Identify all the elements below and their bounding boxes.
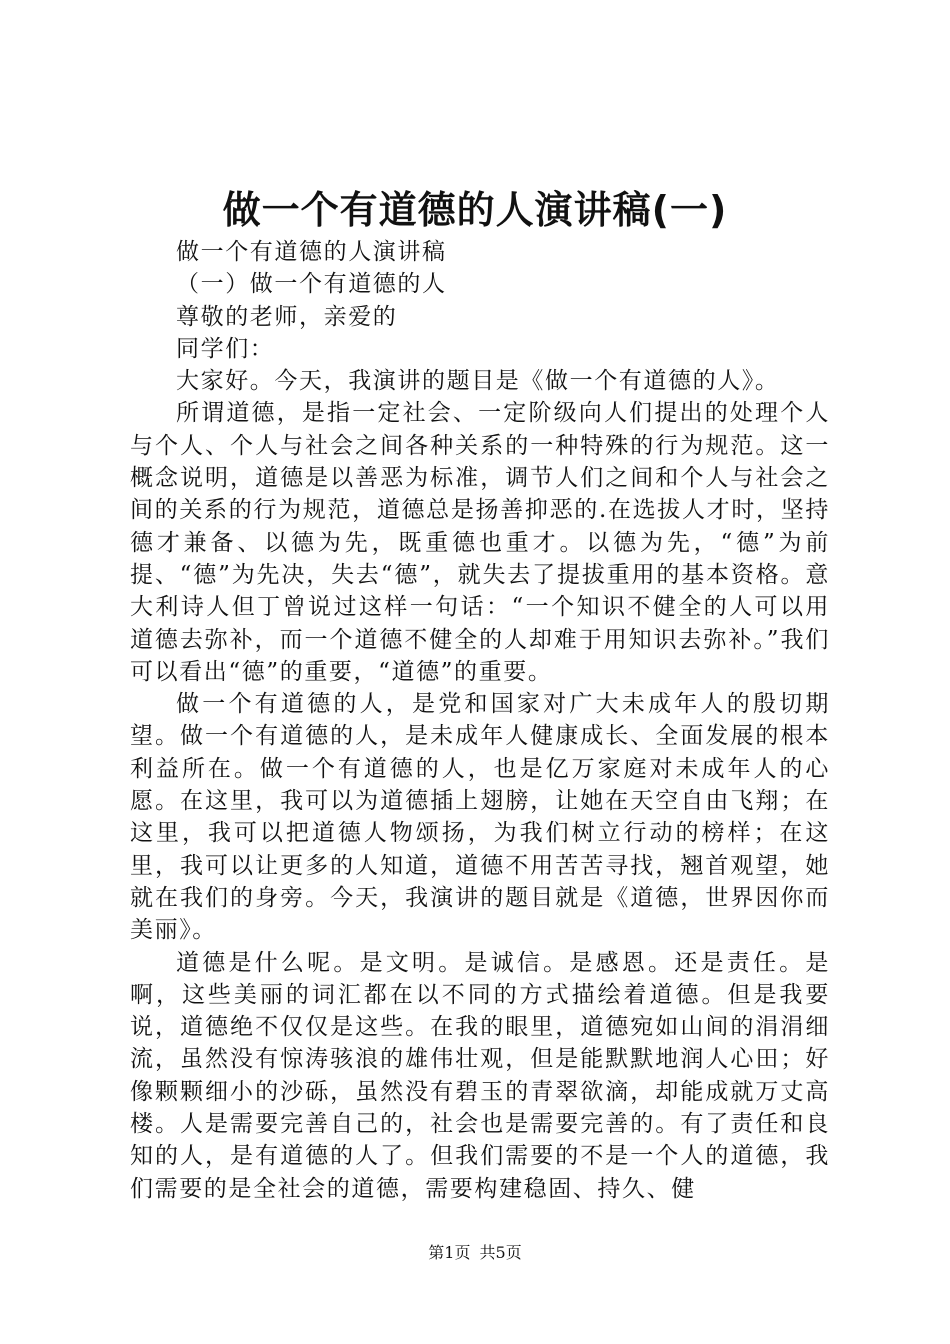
page-total: 共5页 xyxy=(479,1243,522,1262)
paragraph-salutation: 尊敬的老师，亲爱的 xyxy=(176,303,398,330)
paragraph-body: 道德是什么呢。是文明。是诚信。是感恩。还是责任。是啊，这些美丽的词汇都在以不同的方式描绘着道德。但是我要说，道德绝不仅仅是这些。在我的眼里，道德宛如山间的涓涓细流，虽然没有惊涛骇浪的雄伟壮观，但是能默默地润人心田；好像颗颗细小的沙砾，虽然没有碧玉的青翠欲滴，却能成就万丈高楼。人是需要完善自己的，社会也是需要完善的。有了责任和良知的人，是有道德的人了。但我们需要的不是一个人的道德，我们需要的是全社会的道德，需要构建稳固、持久、健 xyxy=(130,949,830,1202)
document-title: 做一个有道德的人演讲稿(一) xyxy=(222,188,728,232)
paragraph-greeting: 大家好。今天，我演讲的题目是《做一个有道德的人》。 xyxy=(176,368,780,395)
paragraph-body: 所谓道德，是指一定社会、一定阶级向人们提出的处理个人与个人、个人与社会之间各种关系的一种特殊的行为规范。这一概念说明，道德是以善恶为标准，调节人们之间和个人与社会之间的关系的行为规范，道德总是扬善抑恶的.在选拔人才时，坚持德才兼备、以德为先，既重德也重才。以德为先，“德”为前提、“德”为先决，失去“德”，就失去了提拔重用的基本资格。意大利诗人但丁曾说过这样一句话：“一个知识不健全的人可以用道德去弥补，而一个道德不健全的人却难于用知识去弥补。”我们可以看出“德”的重要，“道德”的重要。 xyxy=(130,400,830,685)
document-body xyxy=(130,236,830,1205)
paragraph-heading: 做一个有道德的人演讲稿 xyxy=(176,239,447,265)
paragraph-subheading: （一）做一个有道德的人 xyxy=(176,271,447,298)
paragraph-salutation-continued: 同学们： xyxy=(176,335,275,362)
page-footer xyxy=(0,1241,950,1265)
page-number: 第1页 xyxy=(428,1243,471,1262)
paragraph-body: 做一个有道德的人，是党和国家对广大未成年人的殷切期望。做一个有道德的人，是未成年人健康成长、全面发展的根本利益所在。做一个有道德的人，也是亿万家庭对未成年人的心愿。在这里，我可以为道德插上翅膀，让她在天空自由飞翔；在这里，我可以把道德人物颂扬，为我们树立行动的榜样；在这里，我可以让更多的人知道，道德不用苦苦寻找，翘首观望，她就在我们的身旁。今天，我演讲的题目就是《道德，世界因你而美丽》。 xyxy=(130,691,830,944)
